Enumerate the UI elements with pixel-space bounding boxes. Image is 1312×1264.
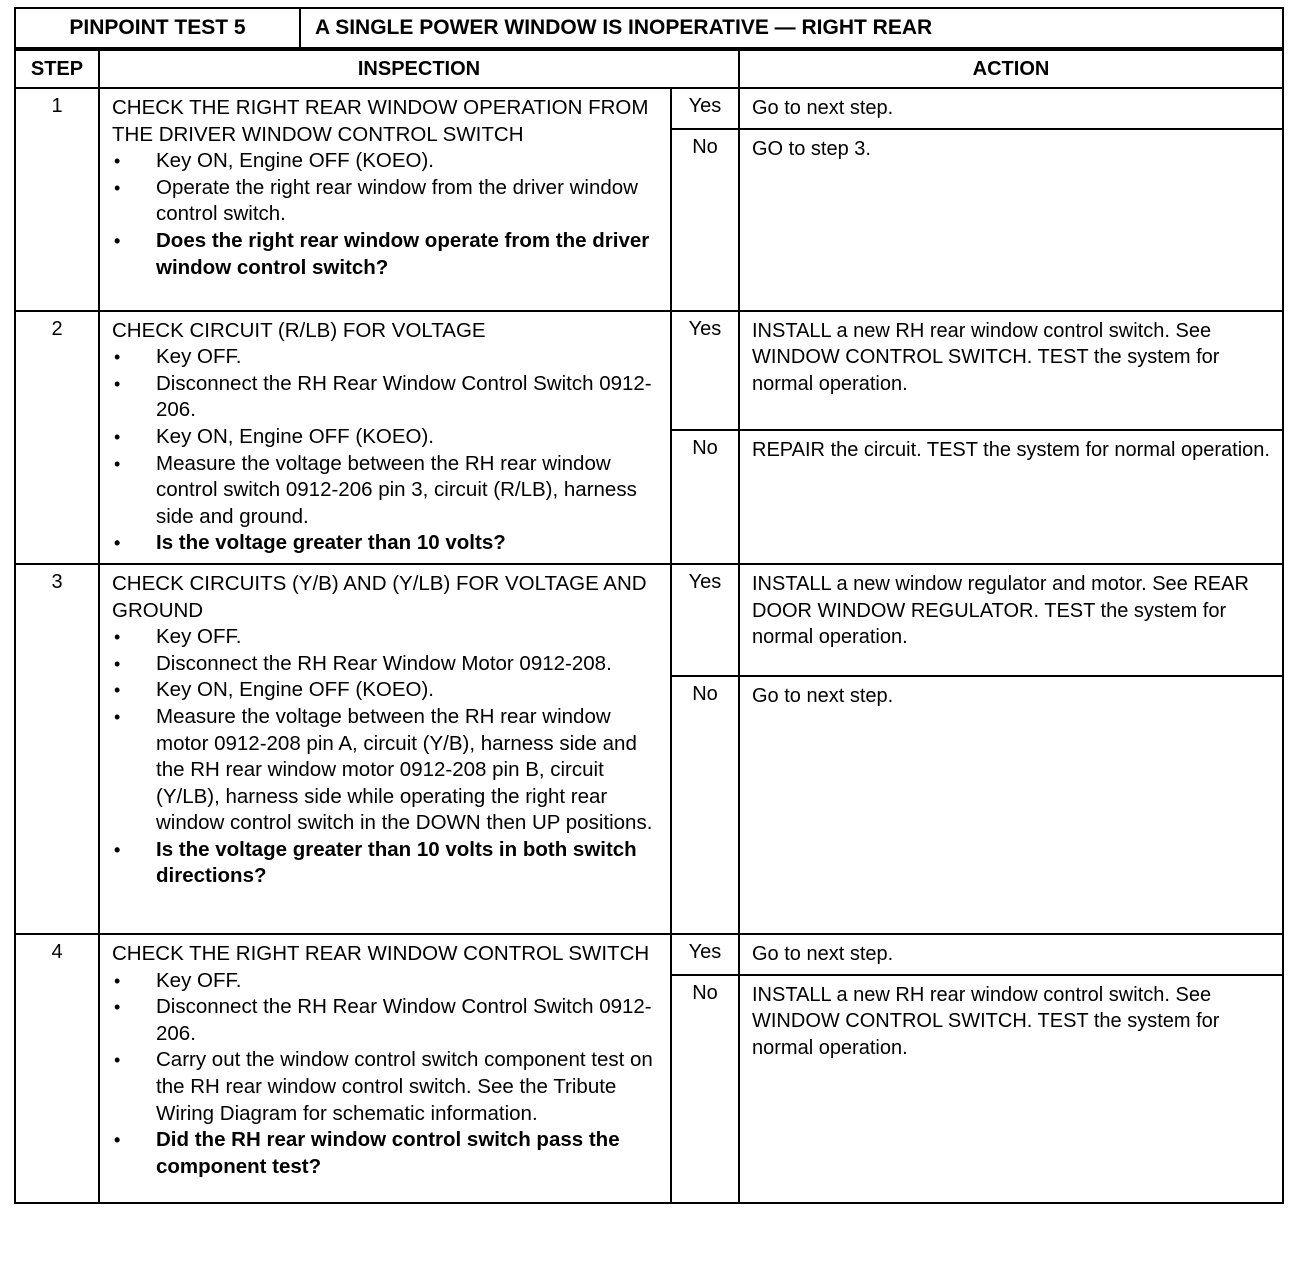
inspection-bullet: • Disconnect the RH Rear Window Control Switch 0912-206.: [112, 994, 662, 1047]
inspection-cell: [99, 88, 671, 311]
step-row: [15, 311, 1283, 430]
inspection-heading: CHECK THE RIGHT REAR WINDOW OPERATION FROM THE DRIVER WINDOW CONTROL SWITCH: [112, 96, 649, 146]
test-header-table: [14, 7, 1284, 49]
no-label: No: [671, 430, 739, 564]
inspection-bullet: • Key ON, Engine OFF (KOEO).: [112, 148, 662, 175]
no-label: No: [671, 129, 739, 311]
inspection-bullets: [112, 624, 662, 890]
inspection-bullet: • Key OFF.: [112, 968, 662, 995]
no-action: REPAIR the circuit. TEST the system for normal operation.: [739, 430, 1283, 564]
inspection-bullet: • Key ON, Engine OFF (KOEO).: [112, 677, 662, 704]
yes-label: Yes: [671, 88, 739, 129]
inspection-bullet: • Carry out the window control switch component test on the RH rear window control switch. See the Tribute Wiring Diagram for schematic information.: [112, 1047, 662, 1127]
inspection-bullet: • Measure the voltage between the RH rear window control switch 0912-206 pin 3, circuit (R/LB), harness side and ground.: [112, 451, 662, 531]
column-header-inspection: INSPECTION: [99, 50, 739, 88]
column-header-action: ACTION: [739, 50, 1283, 88]
test-title: A SINGLE POWER WINDOW IS INOPERATIVE — RIGHT REAR: [300, 8, 1283, 48]
yes-label: Yes: [671, 934, 739, 975]
test-label: PINPOINT TEST 5: [15, 8, 300, 48]
inspection-question: • Does the right rear window operate from the driver window control switch?: [112, 228, 662, 281]
no-action: INSTALL a new RH rear window control switch. See WINDOW CONTROL SWITCH. TEST the system for normal operation.: [739, 975, 1283, 1203]
inspection-bullets: [112, 344, 662, 557]
inspection-bullet: • Measure the voltage between the RH rear window motor 0912-208 pin A, circuit (Y/B), harness side and the RH rear window motor 0912-208 pin B, circuit (Y/LB), harness side while operating the right rear window control switch in the DOWN then UP positions.: [112, 704, 662, 837]
inspection-bullet: • Key OFF.: [112, 624, 662, 651]
yes-label: Yes: [671, 564, 739, 676]
inspection-cell: [99, 311, 671, 564]
inspection-bullets: [112, 148, 662, 281]
yes-action: Go to next step.: [739, 88, 1283, 129]
inspection-heading: CHECK CIRCUITS (Y/B) AND (Y/LB) FOR VOLTAGE AND GROUND: [112, 571, 647, 622]
step-row: [15, 564, 1283, 676]
inspection-heading: CHECK THE RIGHT REAR WINDOW CONTROL SWITCH: [112, 941, 650, 965]
inspection-bullet: • Disconnect the RH Rear Window Control Switch 0912-206.: [112, 371, 662, 424]
inspection-bullet: • Key OFF.: [112, 344, 662, 371]
step-row: [15, 88, 1283, 129]
inspection-question: • Did the RH rear window control switch pass the component test?: [112, 1127, 662, 1180]
pinpoint-test-document: [14, 7, 1284, 1204]
step-row: [15, 934, 1283, 975]
step-number: 2: [15, 311, 99, 564]
yes-action: INSTALL a new RH rear window control switch. See WINDOW CONTROL SWITCH. TEST the system for normal operation.: [739, 311, 1283, 430]
inspection-bullet: • Disconnect the RH Rear Window Motor 0912-208.: [112, 651, 662, 678]
no-action: Go to next step.: [739, 676, 1283, 934]
inspection-bullets: [112, 968, 662, 1181]
inspection-question: • Is the voltage greater than 10 volts in both switch directions?: [112, 837, 662, 890]
column-header-step: STEP: [15, 50, 99, 88]
step-number: 1: [15, 88, 99, 311]
inspection-bullet: • Key ON, Engine OFF (KOEO).: [112, 424, 662, 451]
no-action: GO to step 3.: [739, 129, 1283, 311]
no-label: No: [671, 975, 739, 1203]
yes-label: Yes: [671, 311, 739, 430]
yes-action: Go to next step.: [739, 934, 1283, 975]
step-number: 4: [15, 934, 99, 1203]
yes-action: INSTALL a new window regulator and motor. See REAR DOOR WINDOW REGULATOR. TEST the system for normal operation.: [739, 564, 1283, 676]
step-number: 3: [15, 564, 99, 934]
inspection-cell: [99, 934, 671, 1203]
inspection-question: • Is the voltage greater than 10 volts?: [112, 530, 662, 557]
pinpoint-test-table: [14, 49, 1284, 1204]
inspection-heading: CHECK CIRCUIT (R/LB) FOR VOLTAGE: [112, 318, 486, 342]
inspection-cell: [99, 564, 671, 934]
inspection-bullet: • Operate the right rear window from the driver window control switch.: [112, 175, 662, 228]
no-label: No: [671, 676, 739, 934]
